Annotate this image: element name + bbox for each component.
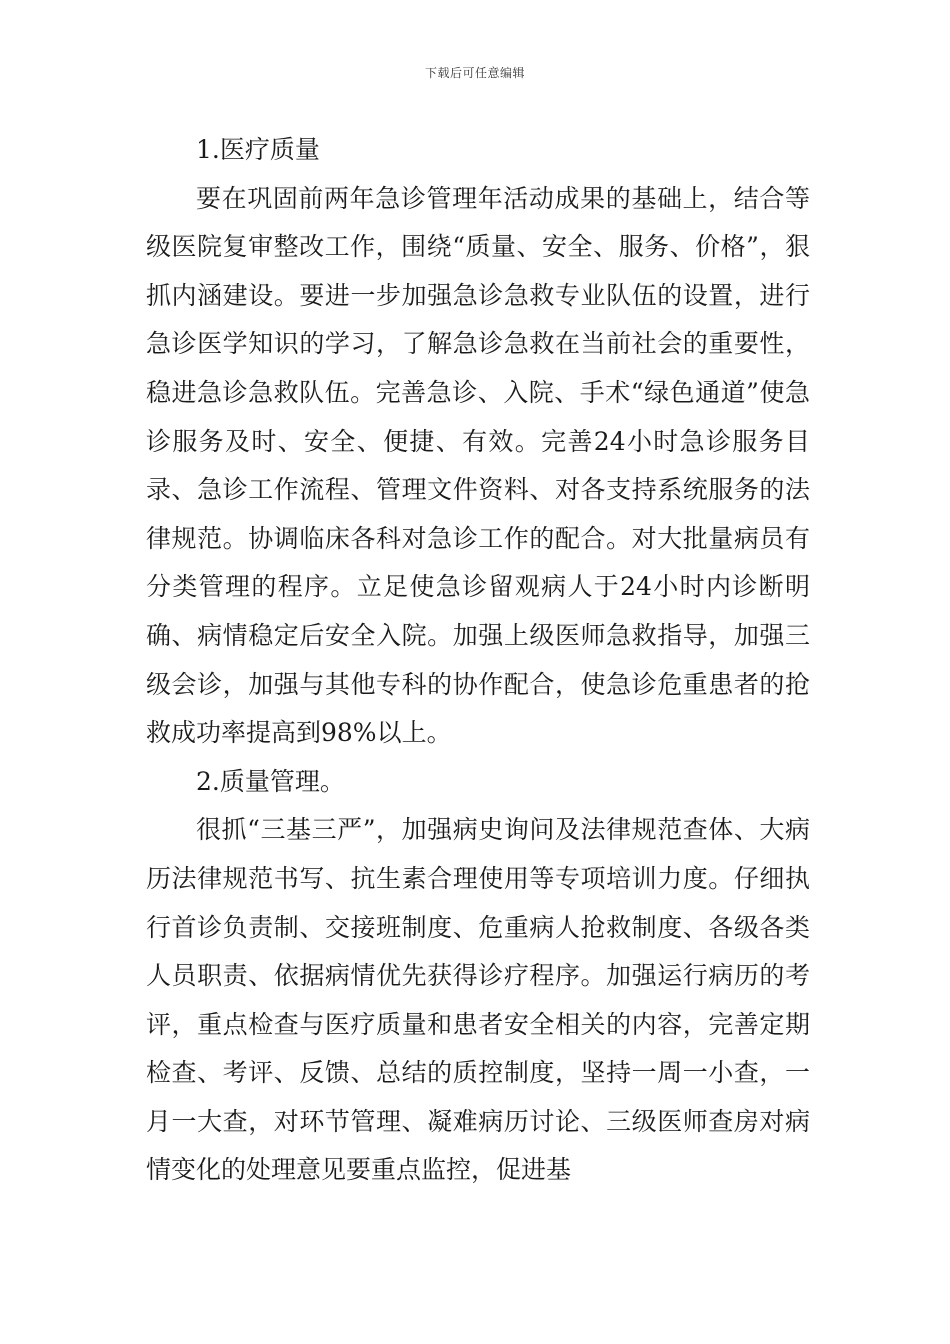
page-header-note: 下载后可任意编辑 xyxy=(424,66,525,80)
paragraph-medical-quality: 要在巩固前两年急诊管理年活动成果的基础上，结合等级医院复审整改工作，围绕“质量、安全、服务、价格”，狠抓内涵建设。要进一步加强急诊急救专业队伍的设置，进行急诊医学知识的学习，了解急诊急救在当前社会的重要性，稳进急诊急救队伍。完善急诊、入院、手术“绿色通道”使急诊服务及时、安全、便捷、有效。完善24小时急诊服务目录、急诊工作流程、管理文件资料、对各支持系统服务的法律规范。协调临床各科对急诊工作的配合。对大批量病员有分类管理的程序。立足使急诊留观病人于24小时内诊断明确、病情稳定后安全入院。加强上级医师急救指导，加强三级会诊，加强与其他专科的协作配合，使急诊危重患者的抢救成功率提高到98%以上。 xyxy=(146,183,810,748)
paragraph-quality-management: 很抓“三基三严”，加强病史询问及法律规范查体、大病历法律规范书写、抗生素合理使用等专项培训力度。仔细执行首诊负责制、交接班制度、危重病人抢救制度、各级各类人员职责、依据病情优先获得诊疗程序。加强运行病历的考评，重点检查与医疗质量和患者安全相关的内容，完善定期检查、考评、反馈、总结的质控制度，坚持一周一小查，一月一大查，对环节管理、凝难病历讨论、三级医师查房对病情变化的处理意见要重点监控，促进基 xyxy=(146,815,810,1185)
document-body xyxy=(146,126,810,1195)
section-heading-quality-management: 2.质量管理。 xyxy=(196,766,345,796)
section-heading-medical-quality: 1.医疗质量 xyxy=(196,135,320,164)
